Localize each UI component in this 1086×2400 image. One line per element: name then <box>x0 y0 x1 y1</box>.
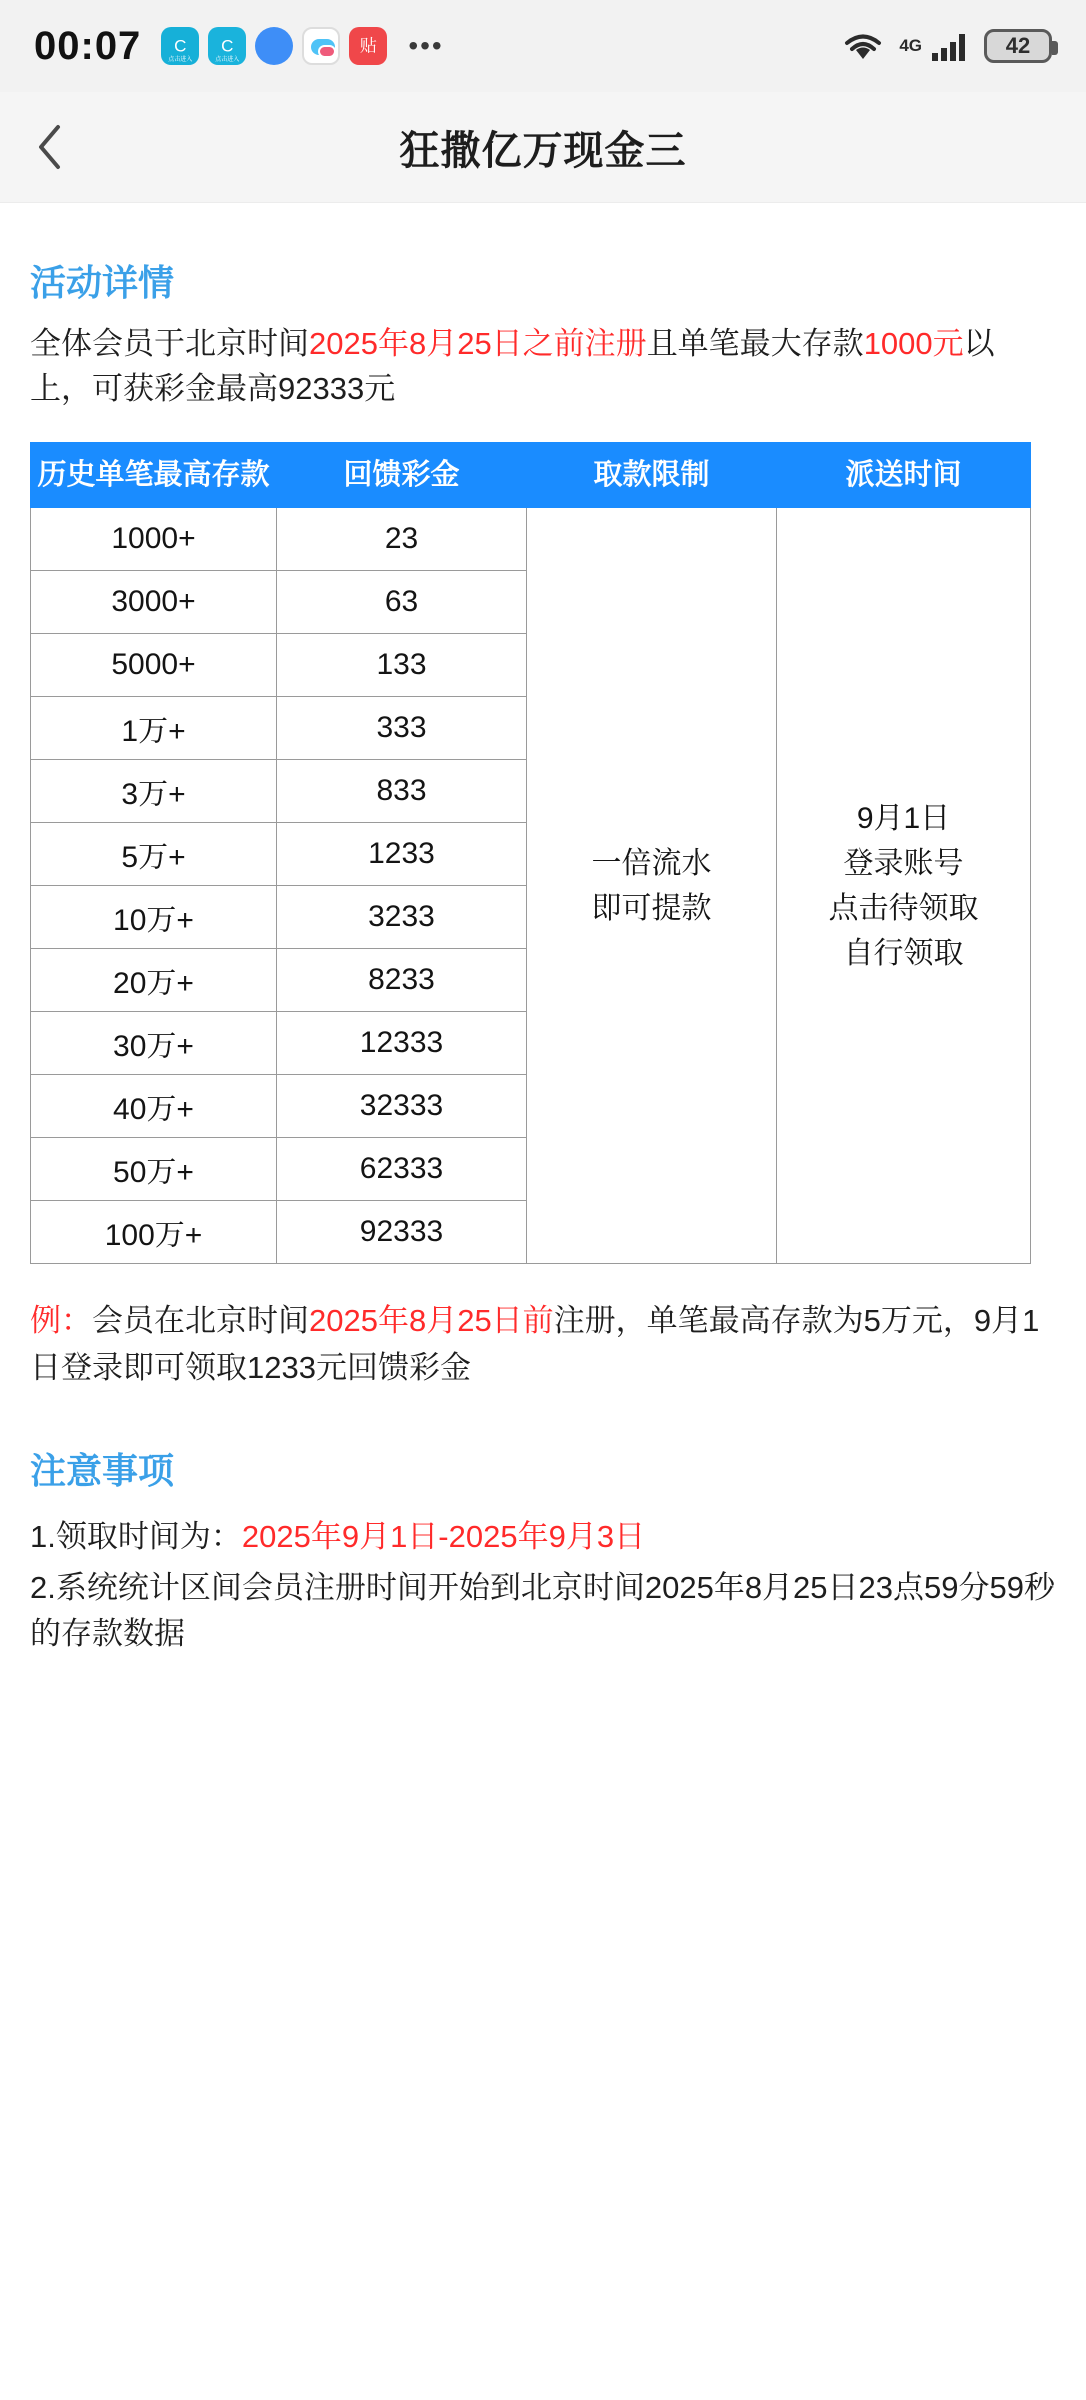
notice-item-1-label: 1.领取时间为： <box>30 1519 242 1555</box>
cell-deposit: 1万+ <box>31 697 277 760</box>
wechat-bubble2-icon <box>318 45 336 58</box>
table-body <box>31 508 1031 1264</box>
app-icon-red-note-glyph: 贴 <box>359 36 377 56</box>
cell-bonus: 133 <box>277 634 527 697</box>
table-header-withdraw: 取款限制 <box>527 442 777 507</box>
notice-list <box>30 1514 1056 1658</box>
cell-deposit: 1000+ <box>31 508 277 571</box>
cell-deposit: 50万+ <box>31 1138 277 1201</box>
app-icon-teal-2 <box>208 27 246 65</box>
example-date: 2025年8月25日前 <box>309 1303 554 1339</box>
promotion-table <box>30 442 1031 1264</box>
example-label: 例： <box>30 1303 92 1339</box>
table-header-delivery: 派送时间 <box>777 442 1031 507</box>
app-icon-teal-2-sub: 点击进入 <box>215 57 240 63</box>
app-icon-teal-1-sub: 点击进入 <box>168 57 193 63</box>
cell-deposit: 30万+ <box>31 1012 277 1075</box>
cell-withdraw-limit: 一倍流水 即可提款 <box>527 508 777 1264</box>
app-icon-teal-1 <box>161 27 199 65</box>
battery-level-label: 42 <box>1005 33 1031 58</box>
cell-bonus: 12333 <box>277 1012 527 1075</box>
signal-bars-icon <box>930 29 970 63</box>
app-icon-wechat <box>302 27 340 65</box>
activity-detail-heading: 活动详情 <box>30 262 175 303</box>
app-icon-teal-2-glyph: C <box>221 36 234 56</box>
cell-bonus: 63 <box>277 571 527 634</box>
cell-bonus: 333 <box>277 697 527 760</box>
cell-bonus: 62333 <box>277 1138 527 1201</box>
cell-deposit: 3万+ <box>31 760 277 823</box>
activity-detail-text <box>30 322 1056 412</box>
status-right-group <box>841 29 1052 63</box>
app-icon-red-note <box>349 27 387 65</box>
notice-item-1-dates: 2025年9月1日-2025年9月3日 <box>241 1519 646 1555</box>
detail-line2-b: 以上，可获彩金最高92333元 <box>30 326 995 406</box>
cell-bonus: 92333 <box>277 1201 527 1264</box>
example-part2: 注册，单笔最高存款为5万元，9月1日登录即可领取1233元回馈彩金 <box>30 1303 1040 1385</box>
table-row <box>31 508 1031 571</box>
detail-line1-b: 且单笔最大存款 <box>646 326 864 361</box>
table-header-deposit: 历史单笔最高存款 <box>31 442 277 507</box>
cell-deposit: 5万+ <box>31 823 277 886</box>
notice-item-2: 2.系统统计区间会员注册时间开始到北京时间2025年8月25日23点59分59秒的存款数据 <box>30 1569 1055 1652</box>
cell-bonus: 23 <box>277 508 527 571</box>
status-tray-icons <box>161 27 443 65</box>
title-bar <box>0 92 1086 203</box>
status-more-icon: ••• <box>408 30 444 61</box>
cell-delivery-time: 9月1日 登录账号 点击待领取 自行领取 <box>777 508 1031 1264</box>
content-area <box>0 255 1086 1962</box>
cell-bonus: 3233 <box>277 886 527 949</box>
detail-line1-a: 全体会员于北京时间 <box>30 326 309 361</box>
cell-deposit: 3000+ <box>31 571 277 634</box>
table-header-row <box>31 442 1031 507</box>
status-bar <box>0 0 1086 92</box>
battery-icon <box>984 29 1052 63</box>
network-type-label: 4G <box>899 36 922 55</box>
cell-bonus: 1233 <box>277 823 527 886</box>
cell-deposit: 40万+ <box>31 1075 277 1138</box>
chevron-left-icon <box>33 122 67 172</box>
cell-deposit: 10万+ <box>31 886 277 949</box>
bottom-spacer <box>30 1662 1056 1962</box>
cell-bonus: 32333 <box>277 1075 527 1138</box>
back-button[interactable] <box>0 92 100 202</box>
status-clock: 00:07 <box>34 23 142 68</box>
app-icon-blue-dot <box>255 27 293 65</box>
app-icon-teal-1-glyph: C <box>174 36 187 56</box>
page-title: 狂撒亿万现金三 <box>399 128 687 173</box>
cell-deposit: 20万+ <box>31 949 277 1012</box>
notice-item-1 <box>30 1514 1056 1561</box>
notice-heading: 注意事项 <box>30 1450 175 1492</box>
example-text <box>30 1298 1056 1391</box>
detail-line1-date: 2025年8月25日之前注册 <box>309 326 647 361</box>
cell-deposit: 5000+ <box>31 634 277 697</box>
example-part1: 会员在北京时间 <box>92 1303 309 1339</box>
table-header-bonus: 回馈彩金 <box>277 442 527 507</box>
cell-deposit: 100万+ <box>31 1201 277 1264</box>
wifi-icon <box>841 29 885 63</box>
cell-bonus: 833 <box>277 760 527 823</box>
detail-line2-amount: 1000元 <box>863 326 964 361</box>
cell-bonus: 8233 <box>277 949 527 1012</box>
